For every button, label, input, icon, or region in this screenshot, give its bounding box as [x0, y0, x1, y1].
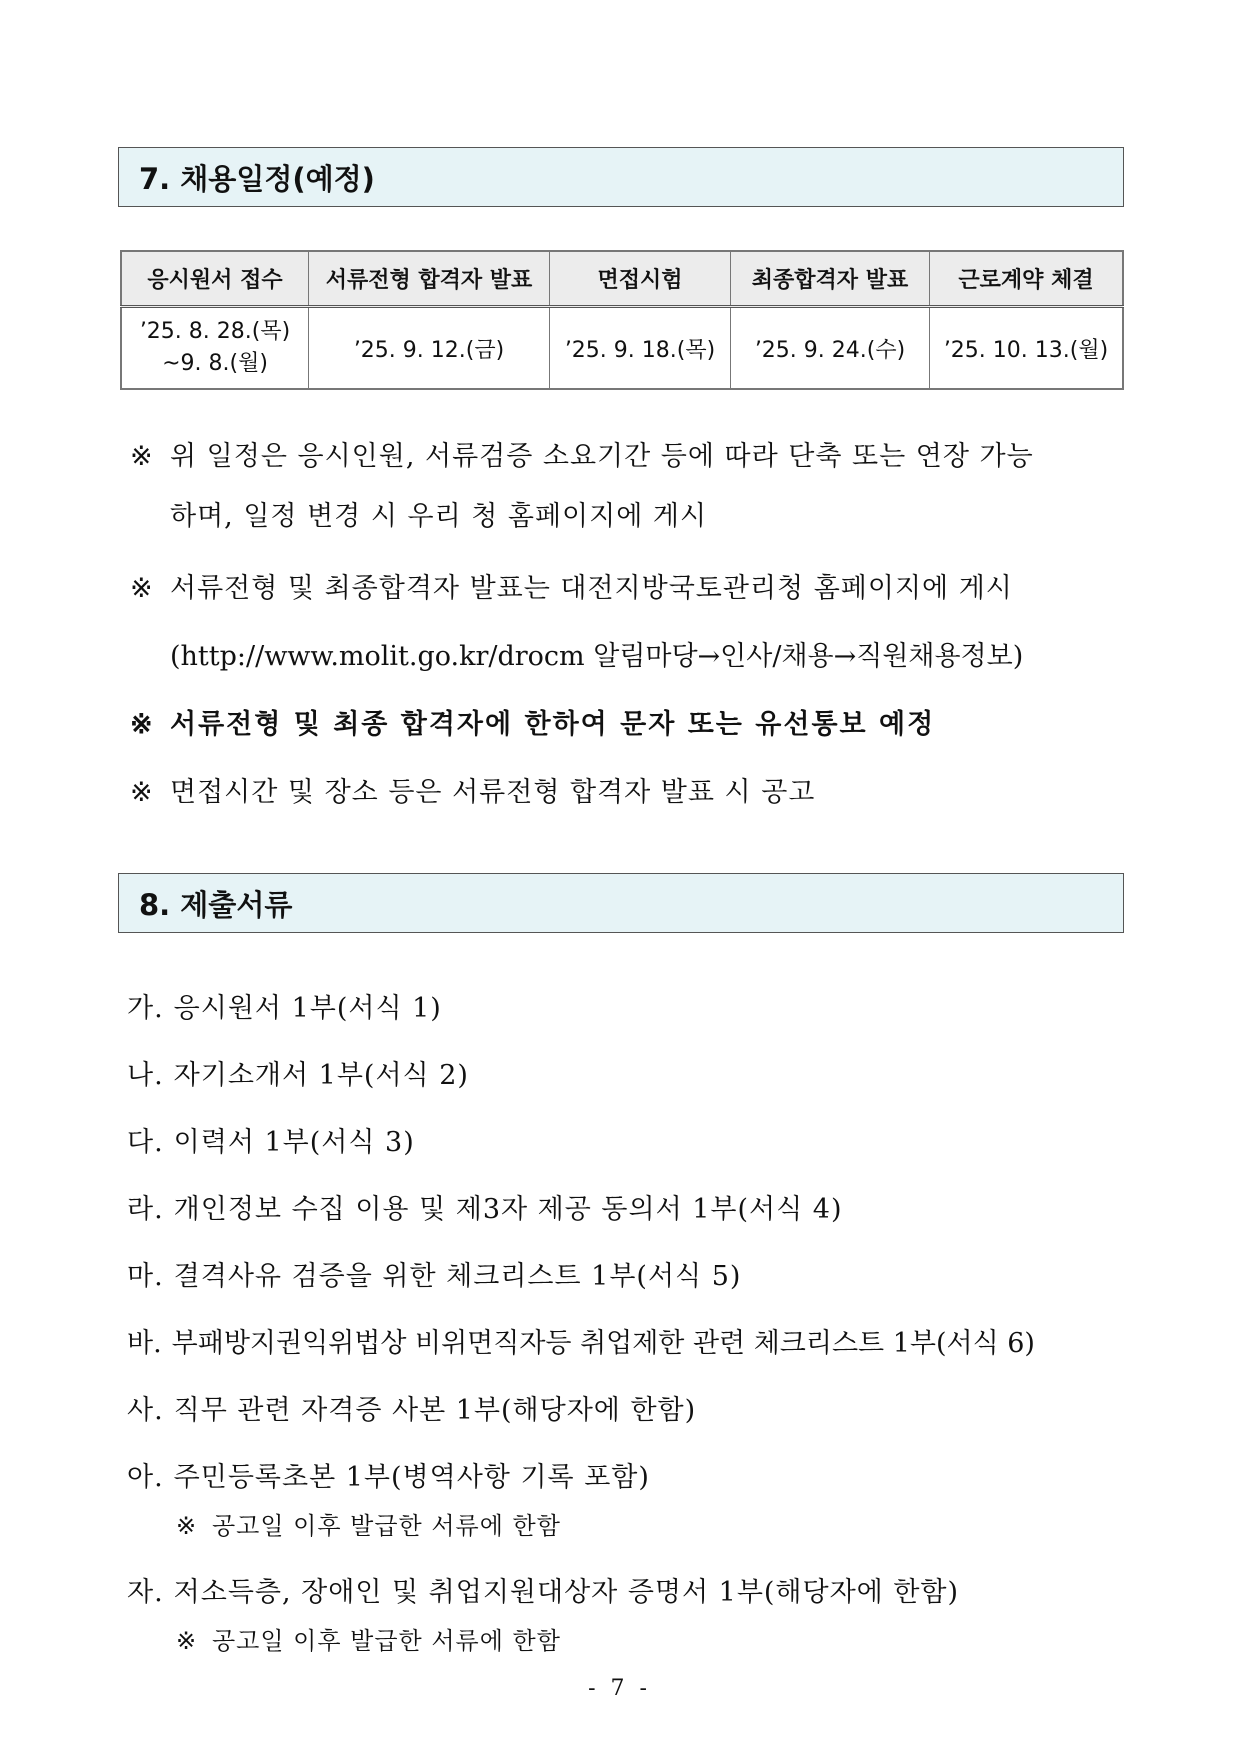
note-3	[130, 702, 935, 741]
application-start: ’25. 8. 28.(목)	[139, 319, 291, 344]
item-text: 주민등록초본 1부(병역사항 기록 포함)	[173, 1462, 650, 1493]
item-text: 응시원서 1부(서식 1)	[173, 993, 442, 1024]
reference-mark: ※	[176, 1512, 198, 1540]
section-8-header	[118, 873, 1124, 933]
reference-mark: ※	[176, 1627, 198, 1655]
document-subnote	[176, 1621, 561, 1656]
document-item	[127, 1455, 650, 1494]
note-2	[130, 566, 1013, 605]
item-text: 결격사유 검증을 위한 체크리스트 1부(서식 5)	[173, 1261, 742, 1292]
cell-application	[121, 307, 309, 390]
recruitment-schedule-table	[120, 250, 1124, 390]
item-label: 마.	[127, 1261, 164, 1292]
subnote-text: 공고일 이후 발급한 서류에 한함	[212, 1627, 561, 1655]
header-final-result: 최종합격자 발표	[731, 251, 930, 307]
document-item	[127, 1254, 741, 1293]
reference-mark: ※	[130, 573, 154, 604]
reference-mark: ※	[130, 441, 154, 472]
schedule-header-row	[121, 251, 1123, 307]
document-item	[127, 1120, 415, 1159]
cell-document-result: ’25. 9. 12.(금)	[309, 307, 550, 390]
document-item	[127, 1187, 843, 1226]
section-8-title: 8. 제출서류	[139, 887, 293, 922]
reference-mark: ※	[130, 709, 155, 740]
subnote-text: 공고일 이후 발급한 서류에 한함	[212, 1512, 561, 1540]
header-interview: 면접시험	[550, 251, 731, 307]
cell-contract: ’25. 10. 13.(월)	[930, 307, 1124, 390]
schedule-row	[121, 307, 1123, 390]
item-label: 바.	[127, 1328, 162, 1359]
header-document-result: 서류전형 합격자 발표	[309, 251, 550, 307]
document-item	[127, 1321, 1035, 1360]
note-1	[130, 434, 1034, 473]
document-item	[127, 1053, 469, 1092]
item-text: 자기소개서 1부(서식 2)	[173, 1060, 469, 1091]
item-text: 직무 관련 자격증 사본 1부(해당자에 한함)	[173, 1395, 697, 1426]
item-text: 개인정보 수집 이용 및 제3자 제공 동의서 1부(서식 4)	[173, 1194, 843, 1225]
page-number: - 7 -	[588, 1676, 651, 1701]
document-item	[127, 1388, 696, 1427]
note-1-line-2: 하며, 일정 변경 시 우리 청 홈페이지에 게시	[170, 501, 708, 532]
item-label: 나.	[127, 1060, 164, 1091]
item-text: 부패방지권익위법상 비위면직자등 취업제한 관련 체크리스트 1부(서식 6)	[171, 1328, 1035, 1359]
header-contract: 근로계약 체결	[930, 251, 1124, 307]
document-item	[127, 1570, 959, 1609]
item-label: 자.	[127, 1577, 164, 1608]
note-1-line-1: 위 일정은 응시인원, 서류검증 소요기간 등에 따라 단축 또는 연장 가능	[170, 441, 1034, 472]
item-label: 다.	[127, 1127, 164, 1158]
cell-interview: ’25. 9. 18.(목)	[550, 307, 731, 390]
application-end: ~9. 8.(월)	[162, 351, 268, 376]
item-label: 라.	[127, 1194, 164, 1225]
cell-final-result: ’25. 9. 24.(수)	[731, 307, 930, 390]
item-text: 이력서 1부(서식 3)	[173, 1127, 415, 1158]
note-2-line-2: (http://www.molit.go.kr/drocm 알림마당→인사/채용→직원채용정보)	[170, 641, 1024, 672]
header-application: 응시원서 접수	[121, 251, 309, 307]
reference-mark: ※	[130, 777, 154, 808]
note-2-line-1: 서류전형 및 최종합격자 발표는 대전지방국토관리청 홈페이지에 게시	[170, 573, 1013, 604]
item-label: 사.	[127, 1395, 164, 1426]
item-text: 저소득층, 장애인 및 취업지원대상자 증명서 1부(해당자에 한함)	[173, 1577, 960, 1608]
section-7-title: 7. 채용일정(예정)	[139, 161, 375, 196]
document-subnote	[176, 1506, 561, 1541]
section-7-header	[118, 147, 1124, 207]
note-4	[130, 770, 815, 809]
item-label: 아.	[127, 1462, 164, 1493]
document-item	[127, 986, 442, 1025]
note-3-text: 서류전형 및 최종 합격자에 한하여 문자 또는 유선통보 예정	[170, 709, 936, 740]
item-label: 가.	[127, 993, 164, 1024]
note-4-text: 면접시간 및 장소 등은 서류전형 합격자 발표 시 공고	[170, 777, 816, 808]
